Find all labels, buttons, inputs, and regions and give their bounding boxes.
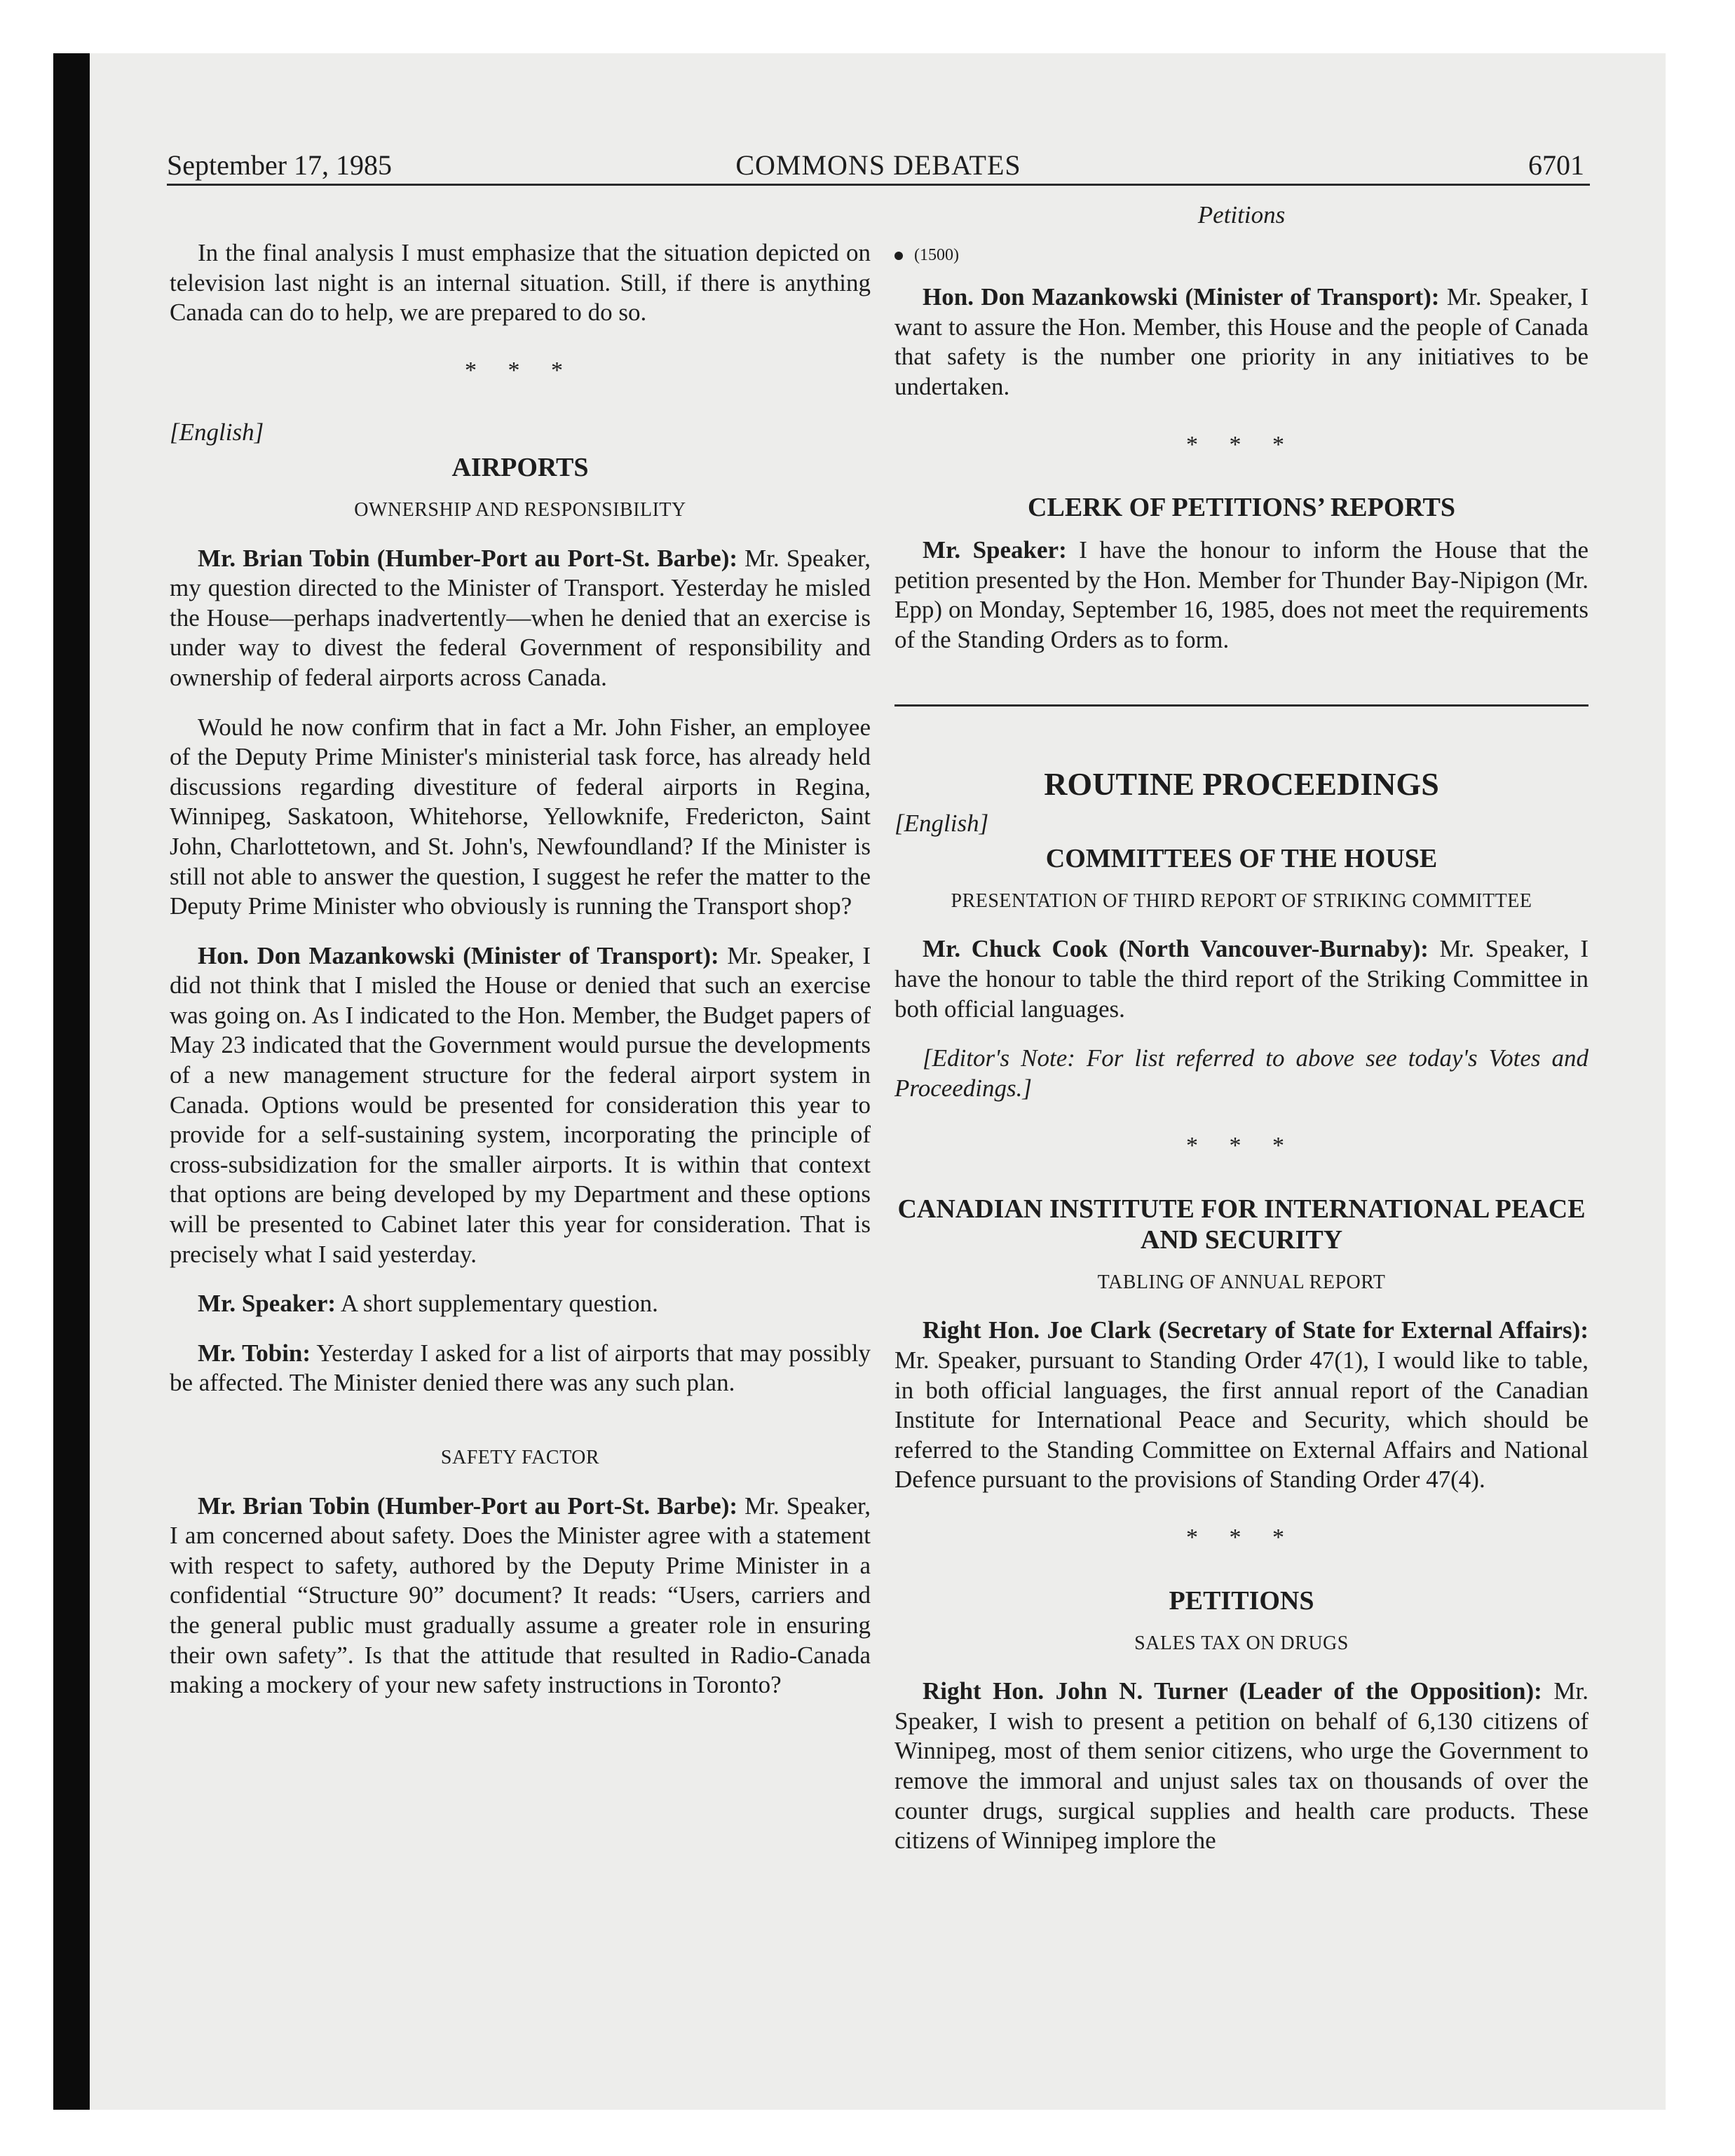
language-marker: [English] (170, 418, 264, 446)
paragraph (894, 535, 1588, 655)
subheading-annual-report: TABLING OF ANNUAL REPORT (1097, 1271, 1386, 1293)
speech-text: Mr. Speaker, I have the honour to table the third report of the Striking Committee in both official languages. (894, 935, 1588, 1023)
paragraph (894, 1316, 1588, 1495)
subheading-sales-tax: SALES TAX ON DRUGS (1134, 1632, 1349, 1654)
section-heading-peace-institute: CANADIAN INSTITUTE FOR INTERNATIONAL PEACE AND SECURITY (897, 1194, 1586, 1255)
paragraph: In the final analysis I must emphasize that the situation depicted on television last night is an internal situation. Still, if there is anything Canada can do to help, we are prepared to do so. (170, 239, 871, 327)
subheading-ownership: OWNERSHIP AND RESPONSIBILITY (354, 498, 686, 521)
language-marker: [English] (894, 810, 989, 838)
header-publication: COMMONS DEBATES (735, 149, 1021, 181)
paragraph (170, 1289, 871, 1319)
speech-text: Mr. Speaker, I did not think that I misled the House or denied that such an exercise was going on. As I indicated to the Hon. Member, the Budget papers of May 23 indicated that the Government would pursue the developments of a new management structure for the federal airport system in Canada. Options would be presented for consideration this year to provide for a self-sustaining system, incorporating the principle of cross-subsidization for the smaller airports. It is within that context that options are being developed by my Department and these options will be presented to Cabinet later this year for consideration. That is precisely what I said yesterday. (170, 941, 871, 1268)
paragraph (170, 941, 871, 1270)
header-page-number: 6701 (1528, 149, 1584, 181)
speaker-name: Right Hon. Joe Clark (Secretary of State for External Affairs): (923, 1316, 1588, 1344)
paragraph (170, 544, 871, 693)
paragraph (170, 1492, 871, 1700)
speech-text: Mr. Speaker, my question directed to the Minister of Transport. Yesterday he misled the House—perhaps inadvertently—when he denied that an exercise is under way to divest the federal Government of responsibility and ownership of federal airports across Canada. (170, 544, 871, 691)
speech-text: A short supplementary question. (336, 1290, 658, 1318)
section-heading-routine-proceedings: ROUTINE PROCEEDINGS (1044, 765, 1439, 802)
speaker-name: Hon. Don Mazankowski (Minister of Transport): (923, 283, 1440, 311)
speech-text: I have the honour to inform the House that the petition presented by the Hon. Member for Thunder Bay-Nipigon (Mr. Epp) on Monday, September 16, 1985, does not meet the requirements of the Standing Orders as to form. (894, 536, 1588, 653)
speaker-name: Mr. Speaker: (198, 1290, 336, 1318)
section-heading-clerk-reports: CLERK OF PETITIONS’ REPORTS (1028, 493, 1455, 523)
speaker-name: Mr. Brian Tobin (Humber-Port au Port-St. Barbe): (198, 544, 738, 572)
speech-text: Mr. Speaker, I want to assure the Hon. Member, this House and the people of Canada that safety is the number one priority in any initiatives to be undertaken. (894, 283, 1588, 400)
header-date: September 17, 1985 (167, 149, 393, 181)
left-column (170, 238, 871, 1720)
editor-note: [Editor's Note: For list referred to above see today's Votes and Proceedings.] (894, 1044, 1588, 1102)
subheading-striking-committee: PRESENTATION OF THIRD REPORT OF STRIKING COMMITTEE (951, 889, 1532, 912)
page-header (167, 146, 1590, 186)
paragraph (170, 1339, 871, 1398)
paragraph (894, 934, 1588, 1024)
binding-edge-shadow (53, 53, 90, 2110)
paragraph (894, 282, 1588, 402)
speaker-name: Hon. Don Mazankowski (Minister of Transport): (198, 941, 719, 969)
right-column (894, 200, 1588, 1876)
horizontal-rule (894, 704, 1588, 707)
section-break: * * * (1186, 431, 1297, 458)
speaker-name: Right Hon. John N. Turner (Leader of the Opposition): (923, 1677, 1542, 1705)
speaker-name: Mr. Chuck Cook (North Vancouver-Burnaby): (923, 935, 1429, 963)
speech-text: Yesterday I asked for a list of airports that may possibly be affected. The Minister denied there was any such plan. (170, 1339, 871, 1397)
section-break: * * * (465, 357, 576, 383)
time-marker: (1500) (894, 240, 1588, 271)
section-heading-petitions: PETITIONS (1169, 1585, 1314, 1616)
speaker-name: Mr. Tobin: (198, 1339, 311, 1367)
section-break: * * * (1186, 1524, 1297, 1551)
speaker-name: Mr. Brian Tobin (Humber-Port au Port-St. Barbe): (198, 1492, 738, 1520)
speaker-name: Mr. Speaker: (923, 536, 1067, 564)
section-heading-committees: COMMITTEES OF THE HOUSE (1045, 843, 1438, 873)
paragraph (894, 1677, 1588, 1856)
speech-text: Mr. Speaker, I wish to present a petition on behalf of 6,130 citizens of Winnipeg, most of them senior citizens, who urge the Government to remove the immoral and unjust sales tax on thousands of over the counter drugs, surgical supplies and health care products. These citizens of Winnipeg implore the (894, 1677, 1588, 1855)
section-break: * * * (1186, 1133, 1297, 1159)
speech-text: Mr. Speaker, I am concerned about safety. Does the Minister agree with a statement with respect to safety, authored by the Deputy Prime Minister in a confidential “Structure 90” document? It reads: “Users, carriers and the general public must gradually assume a greater role in ensuring their own safety”. Is that the attitude that resulted in Radio-Canada making a mockery of your new safety instructions in Toronto? (170, 1492, 871, 1699)
speech-text: Mr. Speaker, pursuant to Standing Order 47(1), I would like to table, in both official languages, the first annual report of the Canadian Institute for International Peace and Security, which should be referred to the Standing Committee on External Affairs and National Defence pursuant to the provisions of Standing Order 47(4). (894, 1346, 1588, 1494)
subheading-safety-factor: SAFETY FACTOR (440, 1447, 600, 1468)
section-heading-airports: AIRPORTS (451, 452, 589, 482)
bullet-icon (894, 252, 903, 260)
paragraph: Would he now confirm that in fact a Mr. John Fisher, an employee of the Deputy Prime Minister's ministerial task force, has already held discussions regarding divestiture of federal airports in Regina, Winnipeg, Saskatoon, Whitehorse, Yellowknife, Fredericton, Saint John, Charlottetown, and St. John's, Newfoundland? If the Minister is still not able to answer the question, I suggest he refer the matter to the Deputy Prime Minister who obviously is running the Transport shop? (170, 713, 871, 920)
running-head: Petitions (1197, 201, 1286, 228)
